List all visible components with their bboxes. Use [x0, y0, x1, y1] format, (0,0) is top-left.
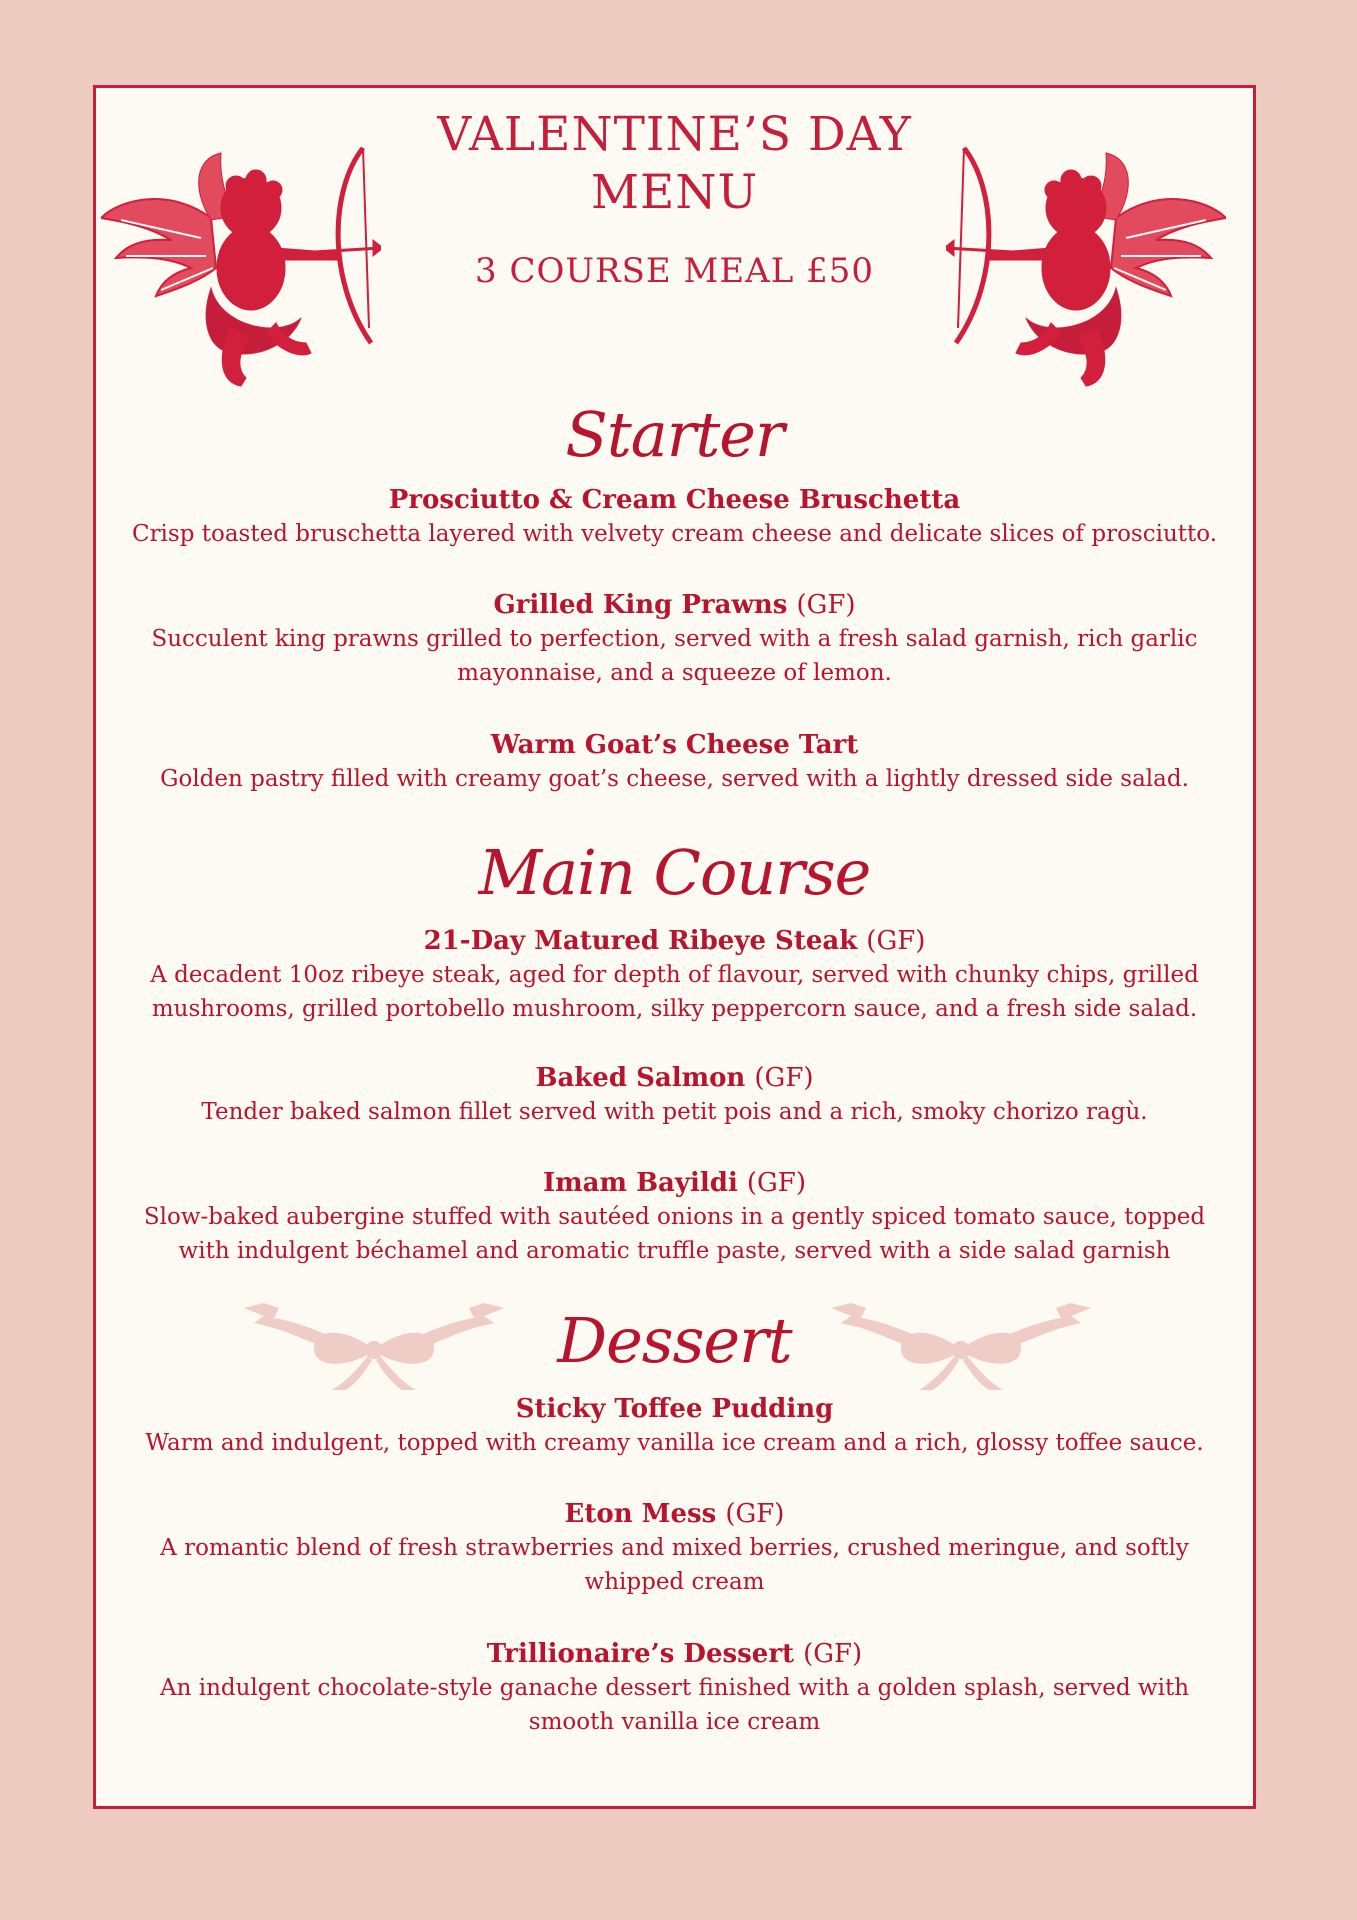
- item-name: [136, 924, 1213, 958]
- item-name-text: Eton Mess: [564, 1499, 717, 1529]
- item-tag: (GF): [725, 1499, 785, 1529]
- item-description: An indulgent chocolate-style ganache dessert finished with a golden splash, served with smooth vanilla ice cream: [159, 1675, 1190, 1735]
- item-name-text: Prosciutto & Cream Cheese Bruschetta: [388, 485, 961, 515]
- item-tag: (GF): [796, 590, 856, 620]
- item-description: Crisp toasted bruschetta layered with velvety cream cheese and delicate slices of prosciutto.: [131, 521, 1218, 547]
- menu-item: [136, 588, 1213, 690]
- item-name: [136, 1637, 1213, 1671]
- item-description: Warm and indulgent, topped with creamy vanilla ice cream and a rich, glossy toffee sauce.: [145, 1430, 1204, 1456]
- item-name-text: Trillionaire’s Dessert: [486, 1639, 795, 1669]
- item-description: A romantic blend of fresh strawberries and mixed berries, crushed meringue, and softly whipped cream: [160, 1535, 1189, 1595]
- item-tag: (GF): [746, 1168, 806, 1198]
- menu-item: [116, 1061, 1233, 1129]
- menu-item: [136, 1166, 1213, 1268]
- item-name-text: Imam Bayildi: [543, 1168, 738, 1198]
- item-name-text: 21-Day Matured Ribeye Steak: [423, 926, 858, 956]
- item-name: [116, 1061, 1233, 1095]
- item-tag: (GF): [803, 1639, 863, 1669]
- section-title-main-course: Main Course: [478, 836, 871, 909]
- item-description: Succulent king prawns grilled to perfection, served with a fresh salad garnish, rich garlic mayonnaise, and a squeeze of lemon.: [151, 626, 1198, 686]
- menu-title-line2: MENU: [590, 165, 759, 220]
- section-title-starter: Starter: [565, 398, 784, 471]
- item-description: Tender baked salmon fillet served with petit pois and a rich, smoky chorizo ragù.: [201, 1099, 1148, 1125]
- item-description: A decadent 10oz ribeye steak, aged for depth of flavour, served with chunky chips, grilled mushrooms, grilled portobello mushroom, silky peppercorn sauce, and a fresh side salad.: [150, 962, 1199, 1022]
- menu-item: [116, 1392, 1233, 1460]
- menu-item: [116, 483, 1233, 551]
- item-description: Slow-baked aubergine stuffed with sautéed onions in a gently spiced tomato sauce, topped with indulgent béchamel and aromatic truffle paste, served with a side salad garnish: [143, 1204, 1206, 1264]
- item-name-text: Sticky Toffee Pudding: [515, 1394, 834, 1424]
- item-name-text: Warm Goat’s Cheese Tart: [490, 730, 859, 760]
- menu-item: [136, 1497, 1213, 1599]
- item-tag: (GF): [754, 1063, 814, 1093]
- menu-title-line1: VALENTINE’S DAY: [437, 107, 912, 162]
- item-name: [136, 588, 1213, 622]
- item-description: Golden pastry filled with creamy goat’s cheese, served with a lightly dressed side salad.: [160, 766, 1189, 792]
- item-name: [116, 1392, 1233, 1426]
- menu-price: 3 COURSE MEAL £50: [475, 251, 874, 291]
- item-name-text: Baked Salmon: [535, 1063, 746, 1093]
- menu-item: [116, 728, 1233, 796]
- menu-item: [136, 924, 1213, 1026]
- item-name: [136, 1166, 1213, 1200]
- section-title-dessert: Dessert: [557, 1304, 792, 1377]
- menu-card: [93, 85, 1256, 1809]
- item-name: [116, 728, 1233, 762]
- item-name: [116, 483, 1233, 517]
- item-name: [136, 1497, 1213, 1531]
- item-tag: (GF): [866, 926, 926, 956]
- menu-item: [136, 1637, 1213, 1739]
- item-name-text: Grilled King Prawns: [493, 590, 788, 620]
- menu-title: [96, 106, 1253, 222]
